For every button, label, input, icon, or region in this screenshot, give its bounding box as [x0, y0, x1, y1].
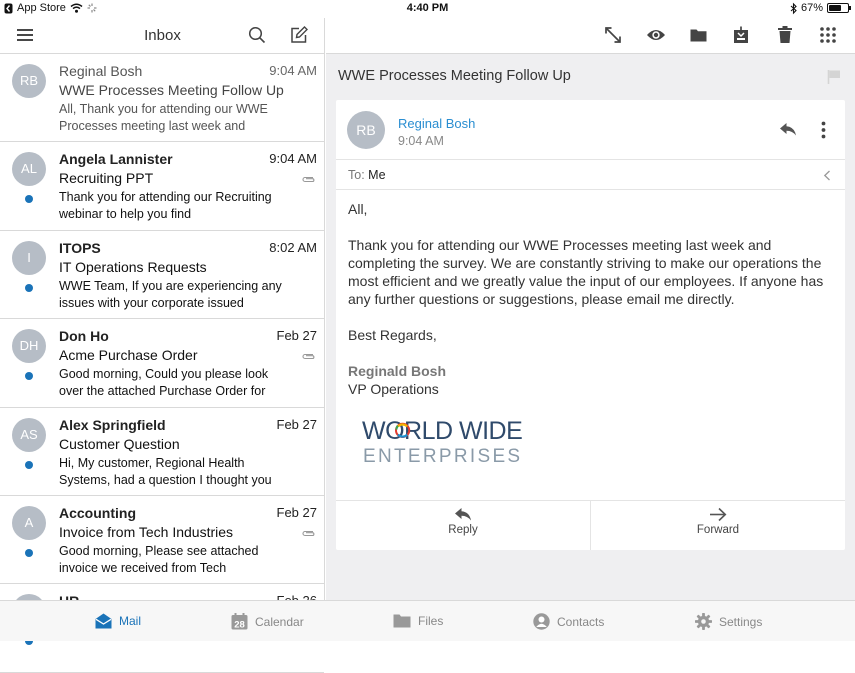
body-paragraph: Thank you for attending our WWE Processes meeting last week and completing the survey. We are constantly striving to make our operations the most efficient and we greatly value the input of our employees. If anyone has any further questions or suggestions, please email me directly. [348, 237, 824, 307]
mail-time: 8:02 AM [269, 239, 317, 255]
to-value: Me [368, 168, 386, 182]
mail-time: Feb 27 [276, 328, 317, 344]
compose-icon[interactable] [290, 26, 308, 44]
eye-icon[interactable] [646, 27, 666, 43]
company-logo [362, 416, 833, 466]
mail-time: Feb 27 [276, 504, 317, 520]
mail-sender: Angela Lannister [59, 151, 173, 168]
sender-avatar: RB [12, 64, 46, 98]
tab-contacts[interactable] [533, 613, 604, 630]
reply-label: Reply [448, 524, 478, 536]
mail-preview: Good morning, Please see attached invoice we received from Tech [59, 543, 259, 575]
mail-list-item[interactable] [0, 319, 324, 407]
mail-preview: WWE Team, If you are experiencing any issues with your corporate issued [59, 278, 282, 310]
sender-avatar: A [12, 506, 46, 540]
mail-subject: Recruiting PPT [59, 170, 154, 187]
folder-icon[interactable] [690, 28, 707, 42]
sender-avatar: DH [12, 329, 46, 363]
sender-name[interactable]: Reginal Bosh [398, 116, 476, 131]
battery-percent: 67% [800, 2, 823, 14]
reply-button[interactable] [336, 501, 590, 550]
unread-indicator [25, 372, 33, 380]
attachment-icon [302, 529, 315, 537]
forward-label: Forward [696, 524, 740, 536]
message-subject: WWE Processes Meeting Follow Up [338, 68, 571, 84]
mail-preview: All, Thank you for attending our WWE Processes meeting last week and [59, 102, 268, 133]
sender-avatar: AS [12, 418, 46, 452]
mail-subject: WWE Processes Meeting Follow Up [59, 82, 284, 98]
reading-pane [326, 18, 855, 600]
unread-indicator [25, 461, 33, 469]
tab-mail-label: Mail [119, 614, 142, 628]
mail-sender: ITOPS [59, 239, 101, 256]
mail-subject: Invoice from Tech Industries [59, 523, 234, 540]
archive-icon[interactable] [733, 26, 749, 44]
bluetooth-icon [790, 3, 797, 14]
message-time: 9:04 AM [398, 134, 444, 148]
battery-level [829, 5, 841, 11]
flag-icon[interactable] [827, 69, 841, 84]
expand-icon[interactable] [604, 26, 622, 44]
inbox-header [0, 18, 324, 54]
forward-button[interactable] [590, 501, 845, 550]
message-toolbar [326, 18, 855, 54]
clock: 4:40 PM [406, 2, 449, 14]
search-icon[interactable] [248, 26, 266, 44]
unread-indicator [25, 195, 33, 203]
mail-list [0, 54, 324, 600]
message-header [336, 100, 845, 160]
inbox-pane [0, 18, 325, 600]
mail-subject: Customer Question [59, 435, 180, 452]
tab-calendar[interactable] [231, 613, 304, 630]
tab-files-label: Files [418, 613, 444, 628]
status-right [790, 2, 849, 14]
mail-time: Feb 27 [276, 416, 317, 432]
sender-avatar: AL [12, 152, 46, 186]
tab-settings[interactable] [695, 613, 762, 630]
mail-subject: IT Operations Requests [59, 258, 207, 275]
mail-time: 9:04 AM [269, 151, 317, 167]
greeting: All, [348, 201, 368, 217]
tab-bar [0, 600, 855, 641]
status-bar [0, 0, 855, 18]
mail-preview: Good morning, Could you please look over the attached Purchase Order for [59, 367, 269, 399]
gear-icon [695, 613, 712, 630]
person-icon [533, 613, 550, 630]
tab-settings-label: Settings [719, 614, 763, 629]
inbox-title: Inbox [144, 27, 181, 44]
reply-arrow-icon [454, 507, 472, 522]
logo-text-line1: WORLD WIDE [362, 417, 523, 445]
mail-preview: Thank you for attending our Recruiting webinar to help you find [59, 190, 272, 222]
message-actions [336, 500, 845, 550]
signature-title: VP Operations [348, 381, 439, 397]
to-label: To: [348, 168, 365, 182]
message-body [336, 190, 845, 466]
mail-icon [95, 613, 112, 629]
mail-list-item[interactable] [0, 54, 324, 142]
reply-icon[interactable] [779, 122, 797, 137]
sender-avatar: I [12, 241, 46, 275]
unread-indicator [25, 549, 33, 557]
closing: Best Regards, [348, 327, 437, 343]
logo-text-line2: ENTERPRISES [363, 446, 523, 467]
attachment-icon [302, 175, 315, 183]
battery-icon [827, 3, 849, 13]
mail-sender: Alex Springfield [59, 416, 166, 433]
recipients-row[interactable] [336, 160, 845, 190]
forward-arrow-icon [709, 507, 727, 522]
mail-sender: Don Ho [59, 328, 109, 345]
tab-contacts-label: Contacts [557, 614, 605, 629]
back-to-app-link[interactable]: App Store [17, 2, 66, 14]
sender-avatar[interactable]: RB [347, 111, 385, 149]
tab-files[interactable] [393, 613, 443, 628]
mail-preview: Hi, My customer, Regional Health Systems, had a question I thought you [59, 455, 272, 487]
mail-list-item[interactable] [0, 408, 324, 496]
files-folder-icon [393, 613, 411, 628]
message-card [336, 100, 845, 550]
mail-list-item[interactable] [0, 496, 324, 584]
signature-name: Reginald Bosh [348, 363, 447, 379]
chevron-left-icon[interactable] [823, 170, 831, 181]
calendar-icon [231, 613, 248, 630]
mail-list-item[interactable] [0, 231, 324, 319]
tab-mail[interactable] [95, 613, 141, 629]
calendar-date-badge: 28 [234, 619, 245, 631]
mail-time: 9:04 AM [269, 63, 317, 78]
app-grid-icon[interactable] [820, 27, 836, 43]
mail-sender: Accounting [59, 504, 136, 521]
mail-subject: Acme Purchase Order [59, 347, 198, 364]
tab-calendar-label: Calendar [255, 614, 304, 629]
mail-sender: Reginal Bosh [59, 63, 143, 79]
trash-icon[interactable] [778, 26, 792, 44]
mail-list-item[interactable] [0, 142, 324, 230]
more-options-icon[interactable] [821, 121, 826, 139]
attachment-icon [302, 352, 315, 360]
unread-indicator [25, 284, 33, 292]
